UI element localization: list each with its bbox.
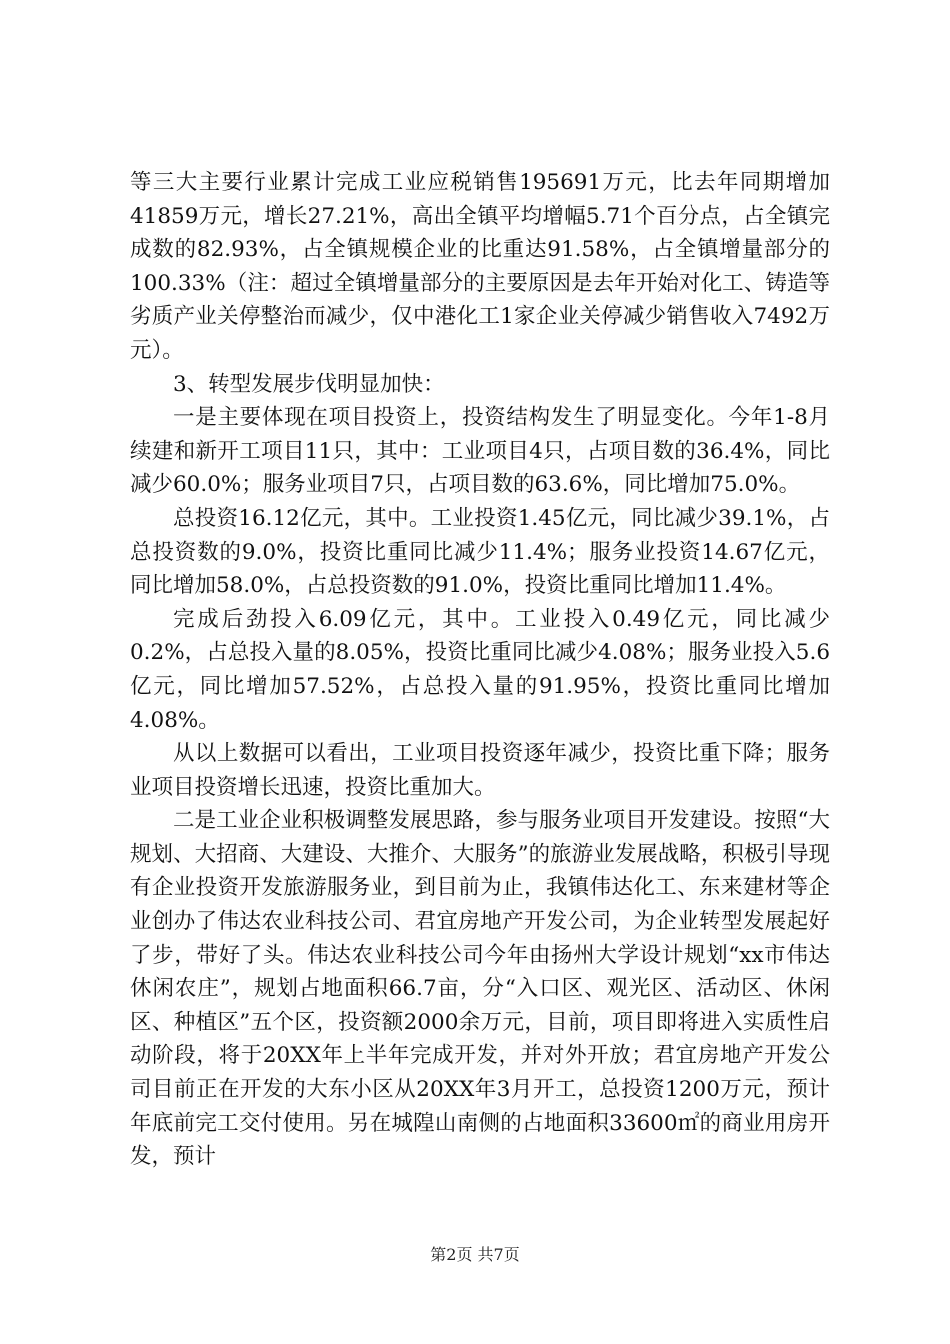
document-body (130, 166, 830, 1174)
page-footer: 第2页 共7页 (430, 1245, 520, 1264)
paragraph-sales-summary: 等三大主要行业累计完成工业应税销售195691万元，比去年同期增加41859万元，增长27.21%，高出全镇平均增幅5.71个百分点，占全镇完成数的82.93%，占全镇规模企业的比重达91.58%，占全镇增量部分的100.33%（注：超过全镇增量部分的主要原因是去年开始对化工、铸造等劣质产业关停整治而减少，仅中港化工1家企业关停减少销售收入7492万元）。 (130, 170, 830, 363)
paragraph-total-investment: 总投资16.12亿元，其中。工业投资1.45亿元，同比减少39.1%，占总投资数的9.0%，投资比重同比减少11.4%；服务业投资14.67亿元，同比增加58.0%，占总投资数的91.0%，投资比重同比增加11.4%。 (130, 505, 830, 599)
paragraph-project-investment: 一是主要体现在项目投资上，投资结构发生了明显变化。今年1-8月续建和新开工项目11只，其中：工业项目4只，占项目数的36.4%，同比减少60.0%；服务业项目7只，占项目数的63.6%，同比增加75.0%。 (130, 405, 830, 498)
paragraph-enterprise-adjustment: 二是工业企业积极调整发展思路，参与服务业项目开发建设。按照“大规划、大招商、大建设、大推介、大服务”的旅游业发展战略，积极引导现有企业投资开发旅游服务业，到目前为止，我镇伟达化工、东来建材等企业创办了伟达农业科技公司、君宜房地产开发公司，为企业转型发展起好了步，带好了头。伟达农业科技公司今年由扬州大学设计规划“xx市伟达休闲农庄”，规划占地面积66.7亩，分“入口区、观光区、活动区、休闲区、种植区”五个区，投资额2000余万元，目前，项目即将进入实质性启动阶段，将于20XX年上半年完成开发，并对外开放；君宜房地产开发公司目前正在开发的大东小区从20XX年3月开工，总投资1200万元，预计年底前完工交付使用。另在城隍山南侧的占地面积33600㎡的商业用房开发，预计 (130, 808, 830, 1170)
paragraph-data-conclusion: 从以上数据可以看出，工业项目投资逐年减少，投资比重下降；服务业项目投资增长迅速，投资比重加大。 (130, 741, 830, 800)
paragraph-transformation-heading: 3、转型发展步伐明显加快： (173, 371, 445, 397)
paragraph-follow-up-input: 完成后劲投入6.09亿元，其中。工业投入0.49亿元，同比减少0.2%，占总投入量的8.05%，投资比重同比减少4.08%；服务业投入5.6亿元，同比增加57.52%，占总投入量的91.95%，投资比重同比增加4.08%。 (130, 606, 830, 733)
